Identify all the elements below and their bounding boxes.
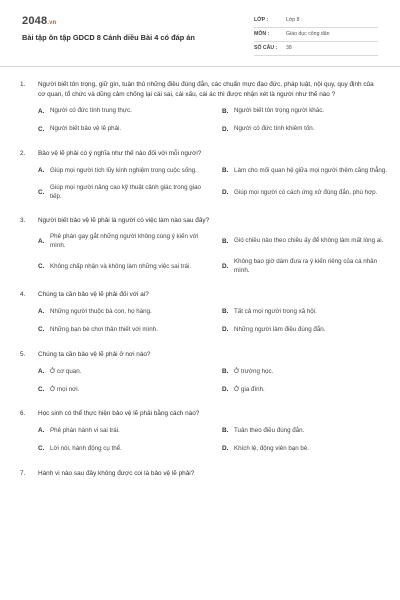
option-text: Người biết tôn trọng người khác. [234,107,325,115]
meta-label: SỐ CÂU : [254,44,278,51]
question-text: Chúng ta cần bảo vệ lẽ phải ở nơi nào? [38,350,151,358]
question-stem [20,469,380,479]
option-key: B. [222,367,229,375]
answer-options [38,165,388,202]
answer-option[interactable] [38,443,210,455]
question-stem [20,216,380,226]
document-meta-table [254,14,378,56]
answer-option[interactable] [222,165,394,177]
option-key: A. [38,427,45,435]
meta-row [254,42,378,56]
answer-option[interactable] [38,123,210,135]
meta-label: LỚP : [254,16,269,23]
option-key: C. [38,326,45,334]
option-text: Gió chiều nào theo chiều ấy để không làm mất lòng ai. [234,237,384,245]
question-number: 2. [20,150,26,158]
logo-main-text: 2048 [22,15,48,27]
option-key: B. [222,237,229,245]
answer-option[interactable] [38,105,210,117]
answer-options [38,425,380,455]
question-stem [20,290,380,300]
question-number: 5. [20,350,26,358]
answer-options [38,105,380,135]
answer-options [38,365,380,395]
logo-suffix-text: .vn [47,20,57,26]
question-number: 4. [20,291,26,299]
answer-option[interactable] [38,183,210,202]
option-key: A. [38,107,45,115]
question-item [20,149,388,202]
meta-value: 38 [286,44,292,51]
header-divider [0,66,400,67]
option-text: Ở trường học. [234,367,274,375]
answer-option[interactable] [222,257,394,276]
option-text: Ở gia đình. [234,385,265,393]
meta-value: Lớp 8 [286,16,300,23]
question-stem [20,409,380,419]
answer-option[interactable] [38,306,210,318]
option-key: D. [222,188,229,196]
option-key: D. [222,445,229,453]
option-text: Phê phán gay gắt những người không cùng ý kiến với mình. [50,232,199,250]
option-text: Người biết bảo vệ lẽ phải. [50,125,122,133]
question-item [20,409,380,455]
question-text: Người biết bảo vệ lẽ phải là người có việc làm nào sau đây? [38,217,210,225]
question-item [20,350,380,396]
question-stem [20,350,380,360]
question-item [20,290,380,336]
option-key: B. [222,427,229,435]
meta-value: Giáo dục công dân [286,30,330,37]
site-logo[interactable] [22,14,57,30]
option-text: Những người làm điều đúng đắn. [234,325,326,333]
answer-option[interactable] [222,425,394,437]
option-text: Khích lệ, động viên bạn bè. [234,445,309,453]
answer-options [38,306,380,336]
option-key: D. [222,125,229,133]
answer-option[interactable] [222,443,394,455]
option-text: Ở cơ quan. [50,367,82,375]
option-text: Những bạn bè chơi thân thiết với mình. [50,325,158,333]
option-key: A. [38,237,45,245]
option-key: D. [222,326,229,334]
question-text: Học sinh có thể thực hiện bảo vệ lẽ phải bằng cách nào? [38,410,200,418]
option-text: Người có đức tính trung thực. [50,107,132,115]
option-text: Ở mọi nơi. [50,385,80,393]
option-key: A. [38,167,45,175]
question-text: Người biết tôn trọng, giữ gìn, tuân thủ những điều đúng đắn, các chuẩn mực đạo đức, pháp luật, nội quy, quy định của cơ quan, tổ chức và dũng cảm chống lại cái sai, cái xấu, cái ác thì được nhận xét là người như thế nào ? [38,81,374,98]
answer-options [38,232,384,276]
question-stem [20,80,380,99]
option-key: D. [222,262,229,270]
option-key: C. [38,125,45,133]
answer-option[interactable] [222,365,394,377]
question-text: Chúng ta cần bảo vệ lẽ phải đối với ai? [38,291,149,299]
answer-option[interactable] [38,165,210,177]
meta-row [254,14,378,28]
option-text: Người có đức tính khiêm tốn. [234,125,315,133]
option-key: B. [222,167,229,175]
question-item [20,80,380,135]
meta-label: MÔN : [254,30,270,37]
option-key: A. [38,367,45,375]
answer-option[interactable] [38,257,210,276]
option-text: Giúp mọi người tích lũy kinh nghiệm trong cuộc sống. [50,167,197,175]
answer-option[interactable] [222,306,394,318]
option-text: Tất cả mọi người trong xã hội. [234,307,317,315]
option-text: Lời nói, hành động cụ thể. [50,445,122,453]
meta-row [254,28,378,42]
document-header [0,0,400,66]
option-key: D. [222,385,229,393]
answer-option[interactable] [38,232,210,251]
option-text: Không chấp nhận và không làm những việc sai trái. [50,262,192,270]
answer-option[interactable] [38,365,210,377]
document-title: Bài tập ôn tập GDCD 8 Cánh diều Bài 4 có đáp án [22,33,195,42]
answer-option[interactable] [222,123,394,135]
answer-option[interactable] [38,383,210,395]
option-text: Tuân theo điều đúng đắn. [234,427,305,435]
option-key: C. [38,262,45,270]
option-key: B. [222,308,229,316]
question-number: 6. [20,410,26,418]
option-key: C. [38,385,45,393]
question-number: 1. [20,81,26,88]
question-number: 7. [20,469,26,477]
option-key: C. [38,188,45,196]
answer-option[interactable] [222,183,394,202]
option-key: A. [38,308,45,316]
question-text: Hành vi nào sau đây không được coi là bảo vệ lẽ phải? [38,469,195,477]
answer-option[interactable] [222,324,394,336]
answer-option[interactable] [222,232,394,251]
answer-option[interactable] [222,105,394,117]
question-stem [20,149,380,159]
answer-option[interactable] [38,324,210,336]
option-text: Giúp mọi người có cách ứng xử đúng đắn, phù hợp. [234,188,378,196]
option-key: B. [222,107,229,115]
question-item [20,469,380,479]
option-text: Không bao giờ dám đưa ra ý kiến riêng của cá nhân mình. [234,257,378,275]
question-number: 3. [20,217,26,225]
option-text: Phê phán hành vi sai trái. [50,427,120,435]
question-list [20,80,388,493]
answer-option[interactable] [38,425,210,437]
question-text: Bảo vệ lẽ phải có ý nghĩa như thế nào đối với mỗi người? [38,150,202,158]
answer-option[interactable] [222,383,394,395]
question-item [20,216,384,276]
option-key: C. [38,445,45,453]
option-text: Những người thuộc bà con, họ hàng. [50,307,152,315]
option-text: Giúp mọi người nâng cao kỹ thuật cảnh giác trong giao tiếp. [50,183,201,201]
option-text: Làm cho mối quan hệ giữa mọi người thêm căng thẳng. [234,167,388,175]
